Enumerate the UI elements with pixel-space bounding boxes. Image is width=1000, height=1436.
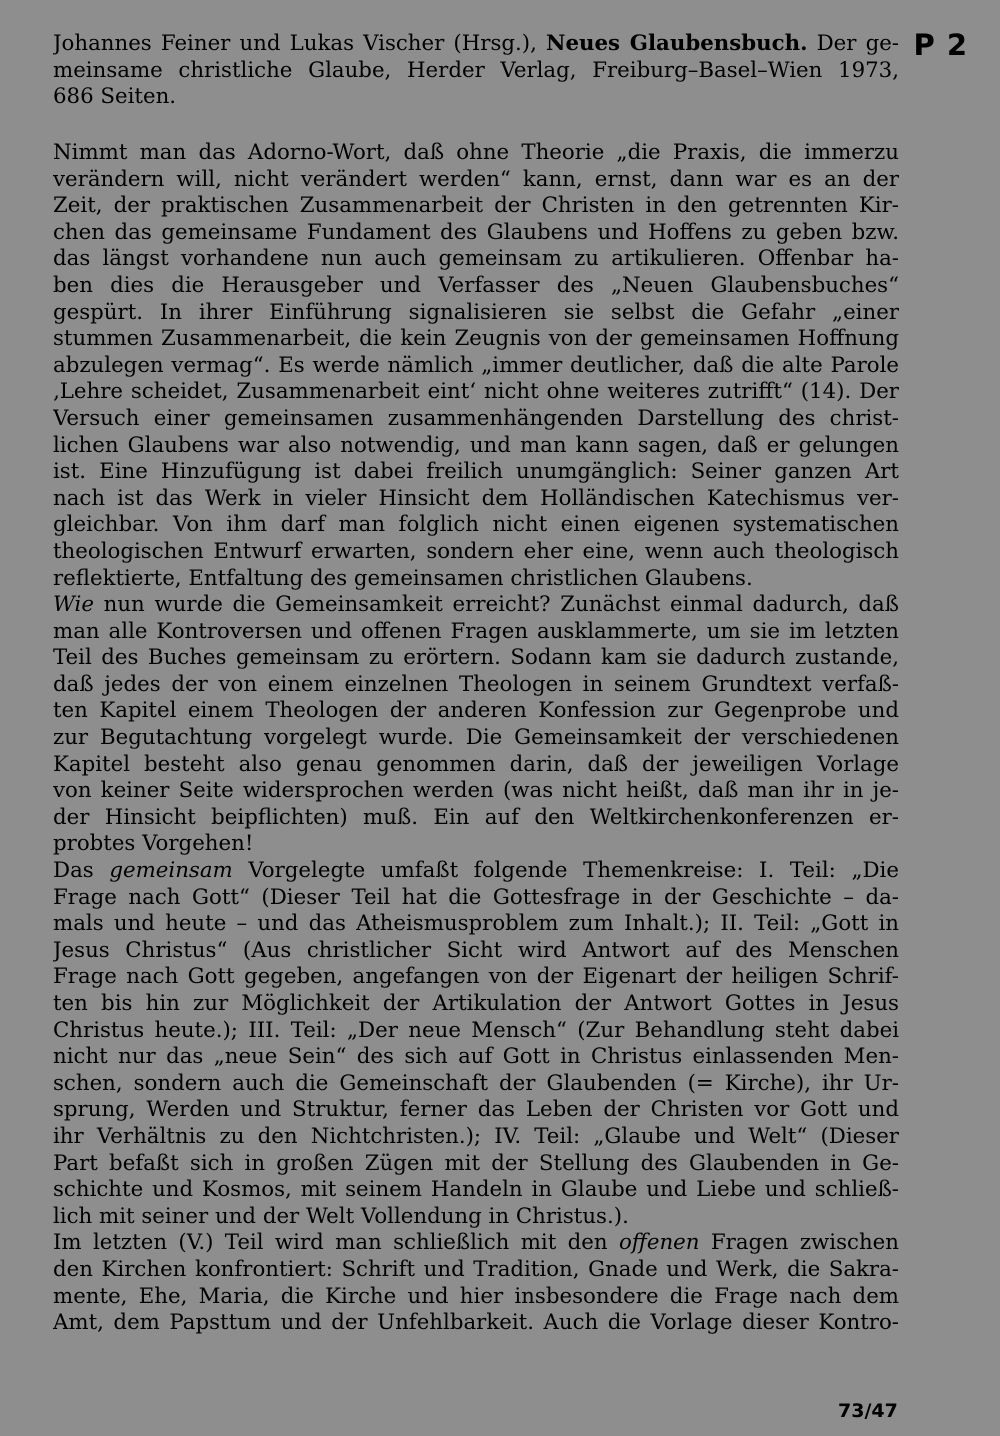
text-run: Vorgelegte umfaßt folgende Themenkreise: I. Teil: „Die — [232, 858, 899, 884]
text-line: ‚Lehre scheidet, Zusammenarbeit eint‘ nicht ohne weiteres zutrifft“ (14). Der — [53, 379, 899, 405]
text-line: abzulegen vermag“. Es werde nämlich „immer deutlicher, daß die alte Parole — [53, 352, 899, 378]
text-line: stummen Zusammenarbeit, die kein Zeugnis von der gemeinsamen Hoffnung — [53, 326, 899, 352]
header-line: meinsame christliche Glaube, Herder Verlag, Freiburg–Basel–Wien 1973, — [53, 57, 899, 83]
paragraph-1 — [53, 140, 899, 592]
text-line: Frage nach Gott“ (Dieser Teil hat die Gottesfrage in der Geschichte – da- — [53, 884, 899, 910]
text-line: ihr Verhältnis zu den Nichtchristen.); IV. Teil: „Glaube und Welt“ (Dieser — [53, 1123, 899, 1149]
text-run: Fragen zwischen — [699, 1230, 899, 1256]
text-line: ben dies die Herausgeber und Verfasser des „Neuen Glaubensbuches“ — [53, 272, 899, 298]
text-run: Im letzten (V.) Teil wird man schließlich mit den — [53, 1230, 619, 1256]
text-run: nun wurde die Gemeinsamkeit erreicht? Zunächst einmal dadurch, daß — [93, 592, 899, 618]
text-line: man alle Kontroversen und offenen Fragen ausklammerte, um sie im letzten — [53, 618, 899, 644]
text-line: Frage nach Gott gegeben, angefangen von der Eigenart der heiligen Schrif- — [53, 964, 899, 990]
emphasis: offenen — [618, 1230, 700, 1256]
text-line: lichen Glaubens war also notwendig, und man kann sagen, daß er gelungen — [53, 432, 899, 458]
page-marker: P 2 — [913, 28, 968, 62]
text-line: Jesus Christus“ (Aus christlicher Sicht wird Antwort auf des Menschen — [53, 937, 899, 963]
text-line: lich mit seiner und der Welt Vollendung in Christus.). — [53, 1203, 629, 1229]
text-line: theologischen Entwurf erwarten, sondern eher eine, wenn auch theologisch — [53, 538, 899, 564]
text-line: sprung, Werden und Struktur, ferner das Leben der Christen vor Gott und — [53, 1097, 899, 1123]
text-line: gespürt. In ihrer Einführung signalisieren sie selbst die Gefahr „einer — [53, 299, 899, 325]
text-line: nach ist das Werk in vieler Hinsicht dem Holländischen Katechismus ver- — [53, 485, 899, 511]
paragraph-2 — [53, 592, 899, 858]
text-line: das längst vorhandene nun auch gemeinsam zu artikulieren. Offenbar ha- — [53, 246, 899, 272]
header-authors: Johannes Feiner und Lukas Vischer (Hrsg.), — [53, 31, 546, 56]
paragraph-4 — [53, 1230, 899, 1336]
text-line: verändern will, nicht verändert werden“ kann, ernst, dann war es an der — [53, 166, 899, 192]
text-line: Nimmt man das Adorno-Wort, daß ohne Theorie „die Praxis, die immerzu — [53, 140, 899, 165]
text-line: probtes Vorgehen! — [53, 831, 254, 857]
text-line: schichte und Kosmos, mit seinem Handeln in Glaube und Liebe und schließ- — [53, 1177, 899, 1203]
text-line: mente, Ehe, Maria, die Kirche und hier insbesondere die Frage nach dem — [53, 1283, 899, 1309]
review-body — [53, 140, 899, 1337]
emphasis: gemeinsam — [109, 858, 233, 884]
text-line: schen, sondern auch die Gemeinschaft der Glaubenden (= Kirche), ihr Ur- — [53, 1070, 899, 1096]
text-line — [53, 858, 899, 885]
text-line: den Kirchen konfrontiert: Schrift und Tradition, Gnade und Werk, die Sakra- — [53, 1256, 899, 1282]
bibliographic-header — [53, 31, 899, 111]
text-line: Zeit, der praktischen Zusammenarbeit der Christen in den getrennten Kir- — [53, 193, 899, 219]
text-line: zur Begutachtung vorgelegt wurde. Die Gemeinsamkeit der verschiedenen — [53, 725, 899, 751]
text-line: Teil des Buches gemeinsam zu erörtern. Sodann kam sie dadurch zustande, — [53, 645, 899, 671]
page-number: 73/47 — [838, 1400, 898, 1422]
text-line: der Hinsicht beipflichten) muß. Ein auf den Weltkirchenkonferenzen er- — [53, 804, 899, 830]
text-line: mals und heute – und das Atheismusproblem zum Inhalt.); II. Teil: „Gott in — [53, 911, 899, 937]
text-line: von keiner Seite widersprochen werden (was nicht heißt, daß man ihr in je- — [53, 778, 899, 804]
text-line: daß jedes der von einem einzelnen Theologen in seinem Grundtext verfaß- — [53, 671, 899, 697]
text-line: Versuch einer gemeinsamen zusammenhängenden Darstellung des christ- — [53, 405, 899, 431]
text-line: Kapitel besteht also genau genommen darin, daß der jeweiligen Vorlage — [53, 751, 899, 777]
text-line — [53, 1230, 899, 1257]
text-line: chen das gemeinsame Fundament des Glaubens und Hoffens zu geben bzw. — [53, 219, 899, 245]
text-line: gleichbar. Von ihm darf man folglich nicht einen eigenen systematischen — [53, 512, 899, 538]
text-line: reflektierte, Entfaltung des gemeinsamen christlichen Glaubens. — [53, 565, 753, 591]
text-line: Part befaßt sich in großen Zügen mit der Stellung des Glaubenden in Ge- — [53, 1150, 899, 1176]
header-subtitle-start: Der ge- — [807, 31, 899, 56]
emphasis: Wie — [53, 592, 94, 618]
header-line: 686 Seiten. — [53, 84, 177, 110]
text-run: Das — [53, 858, 110, 884]
text-line: Amt, dem Papsttum und der Unfehlbarkeit. Auch die Vorlage dieser Kontro- — [53, 1310, 899, 1336]
text-line: nicht nur das „neue Sein“ des sich auf Gott in Christus einlassenden Men- — [53, 1044, 899, 1070]
text-line: ten Kapitel einem Theologen der anderen Konfession zur Gegenprobe und — [53, 698, 899, 724]
text-line: Christus heute.); III. Teil: „Der neue Mensch“ (Zur Behandlung steht dabei — [53, 1017, 899, 1043]
text-line: ist. Eine Hinzufügung ist dabei freilich unumgänglich: Seiner ganzen Art — [53, 459, 899, 485]
text-line: ten bis hin zur Möglichkeit der Artikulation der Antwort Gottes in Jesus — [53, 991, 899, 1016]
text-line — [53, 592, 899, 619]
book-title: Neues Glaubensbuch. — [545, 31, 808, 56]
paragraph-3 — [53, 858, 899, 1230]
header-line — [53, 31, 899, 58]
